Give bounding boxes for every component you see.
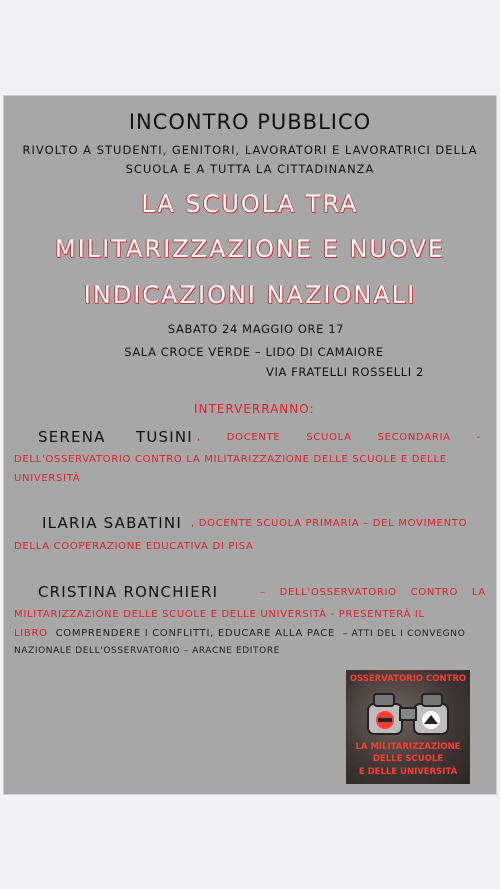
speaker-2-name: ILARIA SABATINI (42, 514, 182, 532)
book-label: LIBRO (14, 628, 48, 639)
speakers-heading: INTERVERRANNO: (194, 402, 315, 416)
event-poster (4, 96, 496, 794)
speaker-3-role-line-3 (14, 628, 466, 639)
logo-text-line-1: OSSERVATORIO CONTRO (349, 674, 467, 684)
speaker-2-role-line-2: DELLA COOPERAZIONE EDUCATIVA DI PISA (14, 541, 254, 552)
event-address: VIA FRATELLI ROSSELLI 2 (266, 365, 424, 379)
book-note: – ATTI DEL I CONVEGNO (342, 629, 466, 639)
speaker-name-second-word-tusini: TUSINI (136, 428, 193, 446)
headline-line-2: MILITARIZZAZIONE E NUOVE (54, 235, 446, 263)
logo-text-line-3: DELLE SCUOLE (372, 754, 444, 764)
logo-text-line-2: LA MILITARIZZAZIONE (355, 742, 461, 752)
binoculars-icon (364, 690, 452, 740)
poster-subtitle-line-2: SCUOLA E A TUTTA LA CITTADINANZA (125, 162, 375, 176)
speaker-name-first-word-serena: SERENA (38, 428, 106, 446)
speaker-3-role-line-1: – DELL'OSSERVATORIO CONTRO LA (260, 587, 486, 598)
headline-line-1: LA SCUOLA TRA (141, 190, 359, 218)
speaker-3-role-line-2: MILITARIZZAZIONE DELLE SCUOLE E DELLE UNIVERSITÀ - PRESENTERÀ IL (14, 609, 425, 620)
logo-text-line-4: E DELLE UNIVERSITÀ (358, 767, 458, 777)
poster-title: INCONTRO PUBBLICO (128, 110, 372, 134)
speaker-3-role-line-4: NAZIONALE DELL'OSSERVATORIO – ARACNE EDITORE (14, 646, 280, 656)
speaker-2-role-line-1: , DOCENTE SCUOLA PRIMARIA – DEL MOVIMENTO (191, 518, 468, 529)
poster-subtitle-line-1: RIVOLTO A STUDENTI, GENITORI, LAVORATORI E LAVORATRICI DELLA (22, 143, 478, 157)
speaker-1-role-line-1: , DOCENTE SCUOLA SECONDARIA - (197, 432, 481, 443)
speaker-1-role-line-3: UNIVERSITÀ (14, 473, 81, 484)
observatory-logo (346, 670, 470, 784)
book-title: COMPRENDERE I CONFLITTI, EDUCARE ALLA PACE (55, 628, 335, 639)
speaker-3-name: CRISTINA RONCHIERI (38, 583, 219, 601)
event-date: SABATO 24 MAGGIO ORE 17 (167, 322, 345, 336)
event-venue: SALA CROCE VERDE – LIDO DI CAMAIORE (124, 345, 384, 359)
speaker-1-role-line-2: DELL'OSSERVATORIO CONTRO LA MILITARIZZAZIONE DELLE SCUOLE E DELLE (14, 454, 447, 465)
headline-line-3: INDICAZIONI NAZIONALI (83, 281, 417, 309)
